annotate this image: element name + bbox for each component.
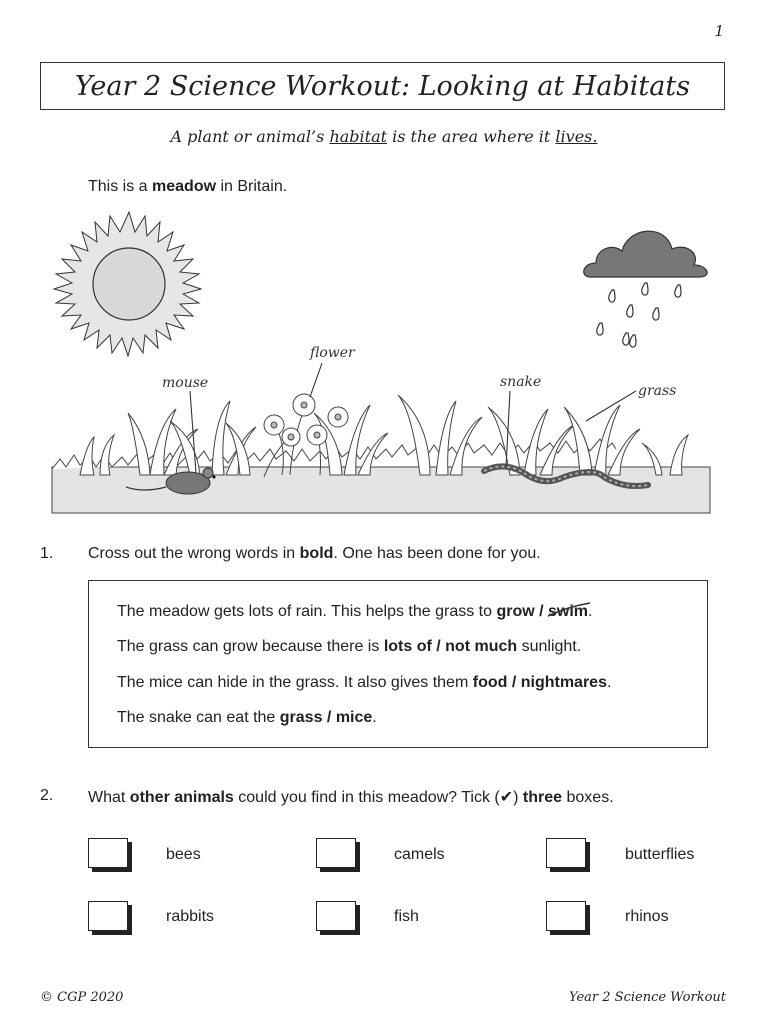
option-label-bees: bees: [166, 846, 201, 863]
subtitle-part1: A plant or animal’s: [170, 127, 330, 146]
s2-pre: The grass can grow because there is: [117, 638, 384, 655]
q2-pre: What: [88, 789, 130, 806]
s1-separator: /: [534, 603, 549, 620]
subtitle: [0, 127, 768, 146]
s2-post: sunlight.: [517, 638, 582, 655]
subtitle-lives: lives.: [555, 127, 598, 146]
intro-meadow: meadow: [152, 178, 217, 195]
mouse-label: mouse: [162, 375, 209, 391]
s1-option-swim-text: swim: [548, 603, 589, 620]
meadow-illustration: [40, 205, 730, 525]
q2-mid: could you find in this meadow? Tick (: [233, 789, 500, 806]
option-label-butterflies: butterflies: [625, 846, 695, 863]
q1-sentence-3: [117, 674, 611, 692]
option-label-rabbits: rabbits: [166, 908, 215, 925]
option-label-rhinos: rhinos: [625, 908, 669, 925]
checkbox-bees[interactable]: [88, 838, 128, 868]
s3-option-food[interactable]: food: [472, 674, 508, 691]
q2-number: 2.: [40, 787, 54, 804]
s2-option-lots-of[interactable]: lots of: [383, 638, 432, 655]
checkbox-camels[interactable]: [316, 838, 356, 868]
s3-separator: /: [507, 674, 521, 691]
s4-separator: /: [322, 709, 336, 726]
footer-title: Year 2 Science Workout: [569, 990, 726, 1005]
s4-option-grass[interactable]: grass: [279, 709, 323, 726]
page-number: 1: [714, 22, 724, 40]
s4-pre: The snake can eat the: [117, 709, 280, 726]
s1-post: .: [588, 603, 593, 620]
s4-post: .: [372, 709, 377, 726]
intro-pre: This is a: [88, 178, 153, 195]
rain-cloud-icon: [584, 231, 707, 347]
q2-bold2: three: [522, 789, 563, 806]
intro-line: [88, 178, 287, 196]
s1-pre: The meadow gets lots of rain. This helps the grass to: [117, 603, 497, 620]
q2-instruction: [88, 787, 614, 807]
s2-separator: /: [431, 638, 446, 655]
strikethrough-icon: [548, 599, 594, 625]
grass-label: grass: [638, 383, 677, 399]
ground-icon: [52, 439, 710, 513]
sun-icon: [54, 212, 201, 356]
subtitle-habitat: habitat: [329, 127, 388, 146]
q1-sentence-2: [117, 638, 581, 656]
footer-copyright: © CGP 2020: [40, 990, 124, 1005]
s1-option-swim[interactable]: [548, 603, 588, 621]
option-label-camels: camels: [394, 846, 445, 863]
q1-text-pre: Cross out the wrong words in: [88, 545, 300, 562]
s1-option-grow[interactable]: grow: [496, 603, 535, 620]
page-title: Year 2 Science Workout: Looking at Habitats: [40, 62, 725, 110]
q1-sentence-1: [117, 603, 592, 621]
q1-instruction: [88, 545, 541, 563]
intro-post: in Britain.: [216, 178, 288, 195]
tick-icon: ✔: [499, 789, 514, 806]
checkbox-fish[interactable]: [316, 901, 356, 931]
q2-bold1: other animals: [129, 789, 234, 806]
q1-number: 1.: [40, 545, 54, 562]
grass-icon: [80, 395, 688, 475]
flower-leader-line: [310, 363, 322, 397]
q1-text-bold: bold: [299, 545, 334, 562]
s3-pre: The mice can hide in the grass. It also gives them: [117, 674, 473, 691]
q1-text-post: . One has been done for you.: [333, 545, 541, 562]
flower-label: flower: [310, 345, 355, 361]
s4-option-mice[interactable]: mice: [335, 709, 373, 726]
q1-sentence-box: [88, 580, 708, 748]
checkbox-rabbits[interactable]: [88, 901, 128, 931]
checkbox-rhinos[interactable]: [546, 901, 586, 931]
option-label-fish: fish: [394, 908, 419, 925]
q2-mid2: ): [513, 789, 523, 806]
s3-option-nightmares[interactable]: nightmares: [520, 674, 607, 691]
snake-label: snake: [500, 374, 542, 390]
q2-post: boxes.: [562, 789, 614, 806]
s3-post: .: [606, 674, 612, 691]
checkbox-butterflies[interactable]: [546, 838, 586, 868]
s2-option-not-much[interactable]: not much: [445, 638, 518, 655]
q1-sentence-4: [117, 709, 377, 727]
subtitle-part2: is the area where it: [387, 127, 556, 146]
